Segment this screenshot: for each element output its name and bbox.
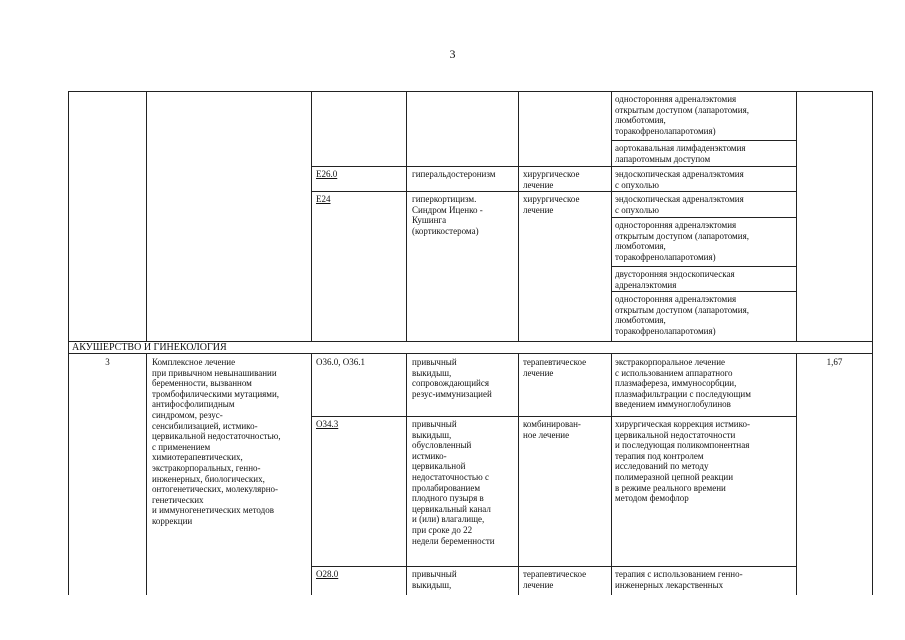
treatment-type: терапевтическое лечение [523, 357, 587, 378]
icd-code: E26.0 [316, 169, 338, 179]
icd-code: E24 [316, 194, 331, 204]
treatment-type: терапевтическое лечение [523, 569, 587, 590]
patient-model: гиперальдостеронизм [412, 169, 496, 179]
treatment-method: односторонняя адреналэктомия открытым доступом (лапаротомия, люмботомия, торакофренолапаротомия) [615, 220, 749, 262]
patient-model: гиперкортицизм. Синдром Иценко - Кушинга (кортикостерома) [412, 194, 483, 236]
method-adrenalectomy-open: односторонняя адреналэктомия открытым доступом (лапаротомия, люмботомия, торакофренолапаротомия) [615, 94, 749, 136]
treatment-method: односторонняя адреналэктомия открытым доступом (лапаротомия, люмботомия, торакофренолапаротомия) [615, 294, 749, 336]
patient-model: привычный выкидыш, обусловленный истмико- цервикальной недостаточностью с пролабированием плодного пузыря в цервикальный канал и (или) влагалище, при сроке до 22 недели беременности [412, 419, 495, 546]
method-aortocaval-lymphadenectomy: аортокавальная лимфаденэктомия лапаротомным доступом [615, 143, 746, 164]
treatment-method: эндоскопическая адреналэктомия с опухолью [615, 169, 744, 190]
icd-code: O36.0, O36.1 [316, 357, 365, 367]
treatment-method: экстракорпоральное лечение с использованием аппаратного плазмафереза, иммуносорбции, плазмафильтрации с последующим введением иммуноглобулинов [615, 357, 751, 410]
treatment-method: эндоскопическая адреналэктомия с опухолью [615, 194, 744, 215]
treatment-type: хирургическое лечение [523, 194, 580, 215]
treatment-type: хирургическое лечение [523, 169, 580, 190]
icd-code: O34.3 [316, 419, 339, 429]
patient-model: привычный выкидыш, [412, 569, 457, 590]
row-number: 3 [105, 357, 110, 367]
treatment-method: двусторонняя эндоскопическая адреналэктомия [615, 269, 735, 290]
icd-code: O28.0 [316, 569, 339, 579]
treatment-method: терапия с использованием генно- инженерных лекарственных [615, 569, 743, 590]
section-heading: АКУШЕРСТВО И ГИНЕКОЛОГИЯ [72, 342, 227, 353]
financial-norm: 1,67 [826, 357, 843, 367]
table-top-rule [68, 91, 872, 92]
page-number: 3 [449, 47, 456, 61]
treatment-type: комбинирован- ное лечение [523, 419, 581, 440]
treatment-method: хирургическая коррекция истмико- цервикальной недостаточности и последующая поликомпонентная терапия под контролем исследований по методу полимеразной цепной реакции в режиме реального времени методом фемофлор [615, 419, 751, 504]
care-type-name: Комплексное лечение при привычном невынашивании беременности, вызванном тромбофилическими мутациями, антифосфолипидным синдромом, резус- сенсибилизацией, истмико- цервикальной недостаточностью, с применением химиотерапевтических, экстракорпоральных, генно- инженерных, биологических, онтогенетических, молекулярно- генетических и иммуногенетических методов коррекции [152, 357, 281, 526]
patient-model: привычный выкидыш, сопровождающийся резус-иммунизацией [412, 357, 492, 399]
